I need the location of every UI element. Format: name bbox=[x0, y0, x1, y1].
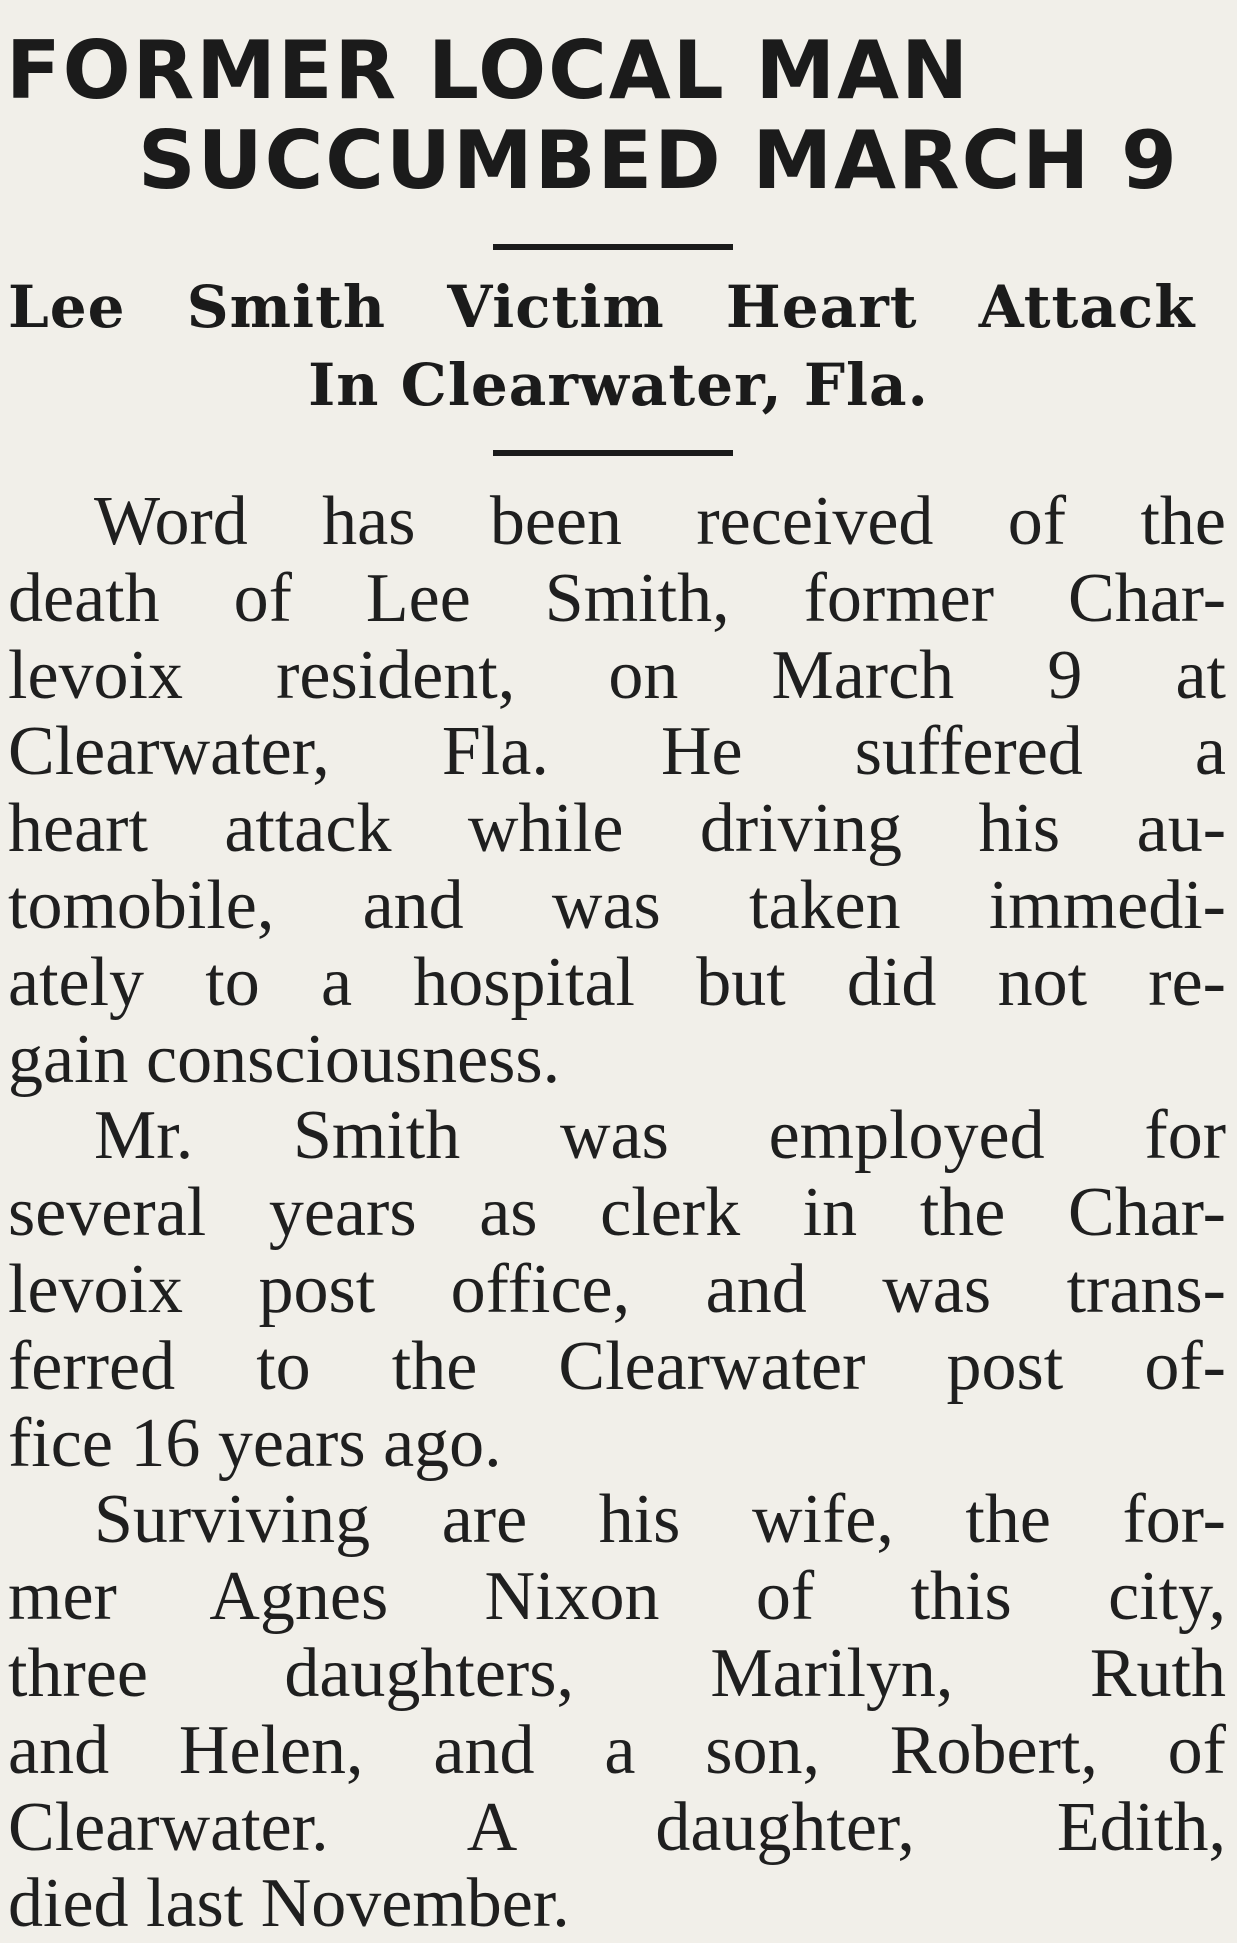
article-body bbox=[8, 484, 1226, 1943]
article-line: death of Lee Smith, former Char- bbox=[8, 559, 1226, 637]
article-line: died last November. bbox=[8, 1865, 570, 1943]
article-line: gain consciousness. bbox=[8, 1020, 561, 1098]
article-line: ferred to the Clearwater post of- bbox=[8, 1327, 1226, 1405]
article-line: levoix resident, on March 9 at bbox=[8, 636, 1226, 714]
headline-line-2: SUCCUMBED MARCH 9 bbox=[138, 114, 1179, 207]
subheadline-line-1: Lee Smith Victim Heart Attack bbox=[8, 273, 1196, 341]
article-line: three daughters, Marilyn, Ruth bbox=[8, 1634, 1226, 1712]
article-line: fice 16 years ago. bbox=[8, 1404, 502, 1482]
headline-divider bbox=[493, 244, 733, 250]
article-line: tomobile, and was taken immedi- bbox=[8, 866, 1226, 944]
article-line: mer Agnes Nixon of this city, bbox=[8, 1558, 1226, 1636]
article-line: Surviving are his wife, the for- bbox=[94, 1481, 1226, 1559]
subheadline-line-2: In Clearwater, Fla. bbox=[308, 351, 929, 419]
article-line: ately to a hospital but did not re- bbox=[8, 943, 1226, 1021]
article-line: levoix post office, and was trans- bbox=[8, 1250, 1226, 1328]
subheadline-divider bbox=[493, 450, 733, 456]
article-line: several years as clerk in the Char- bbox=[8, 1174, 1226, 1252]
article-line: Word has been received of the bbox=[94, 483, 1226, 560]
article-line: heart attack while driving his au- bbox=[8, 790, 1226, 868]
article-line: Clearwater. A daughter, Edith, bbox=[8, 1788, 1226, 1866]
article-line: Clearwater, Fla. He suffered a bbox=[8, 713, 1226, 791]
headline-line-1: FORMER LOCAL MAN bbox=[6, 24, 971, 117]
article-line: and Helen, and a son, Robert, of bbox=[8, 1711, 1226, 1789]
article-line: Mr. Smith was employed for bbox=[94, 1097, 1226, 1175]
